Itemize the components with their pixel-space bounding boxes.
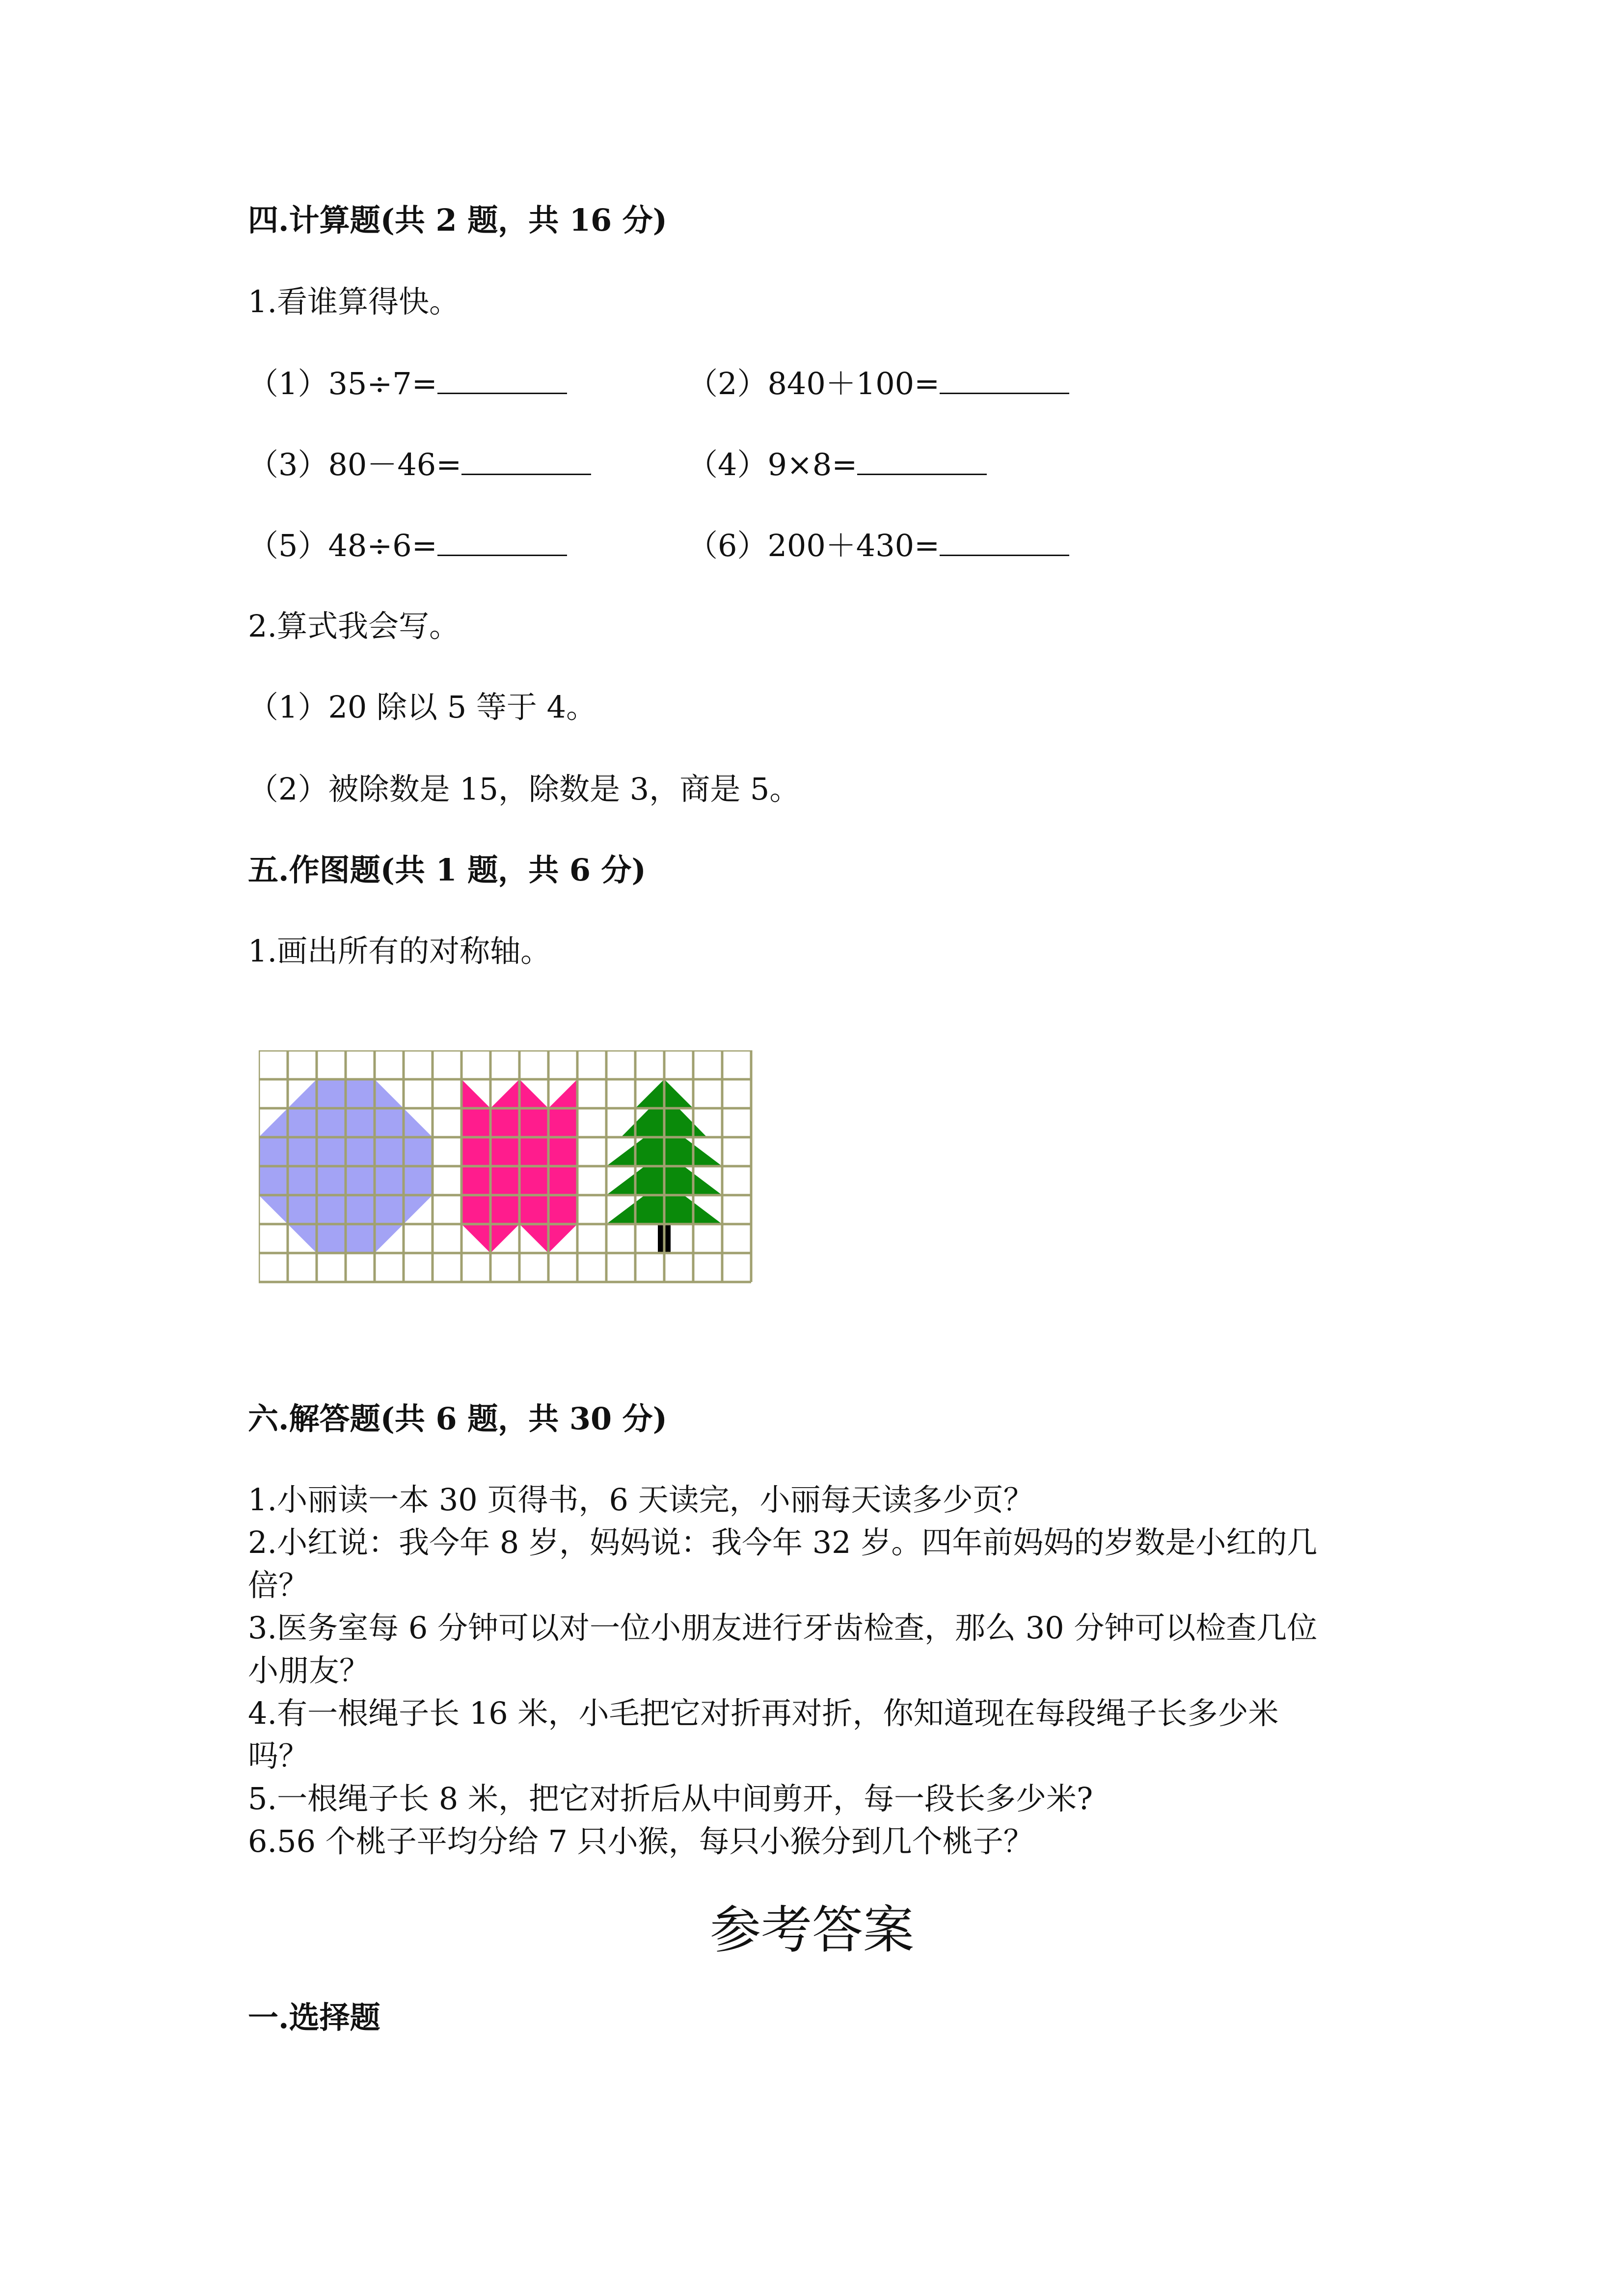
q6-line-6: 4.有一根绳子长 16 米，小毛把它对折再对折，你知道现在每段绳子长多少米 [248, 1695, 1279, 1731]
q6-line-7: 吗？ [248, 1738, 309, 1774]
calc-item-2: （2）840＋100= [687, 368, 1069, 399]
calc-item-1: （1）35÷7= [248, 368, 567, 399]
section5-heading: 五.作图题(共 1 题，共 6 分) [248, 852, 646, 888]
q6-line-9: 6.56 个桃子平均分给 7 只小猴，每只小猴分到几个桃子？ [248, 1823, 1034, 1859]
q6-line-8: 5.一根绳子长 8 米，把它对折后从中间剪开，每一段长多少米? [248, 1781, 1093, 1816]
calc-item-6: （6）200＋430= [687, 530, 1069, 561]
q4-1-title: 1.看谁算得快。 [248, 284, 460, 320]
q6-line-5: 小朋友？ [248, 1653, 370, 1688]
calc-item-3: （3）80－46= [248, 449, 591, 480]
q6-line-1: 1.小丽读一本 30 页得书，6 天读完，小丽每天读多少页？ [248, 1482, 1034, 1518]
symmetry-figure [259, 1050, 755, 1291]
answer-blank[interactable] [940, 530, 1069, 556]
section6-heading: 六.解答题(共 6 题，共 30 分) [248, 1401, 668, 1437]
answer-section1-heading: 一.选择题 [248, 2000, 380, 2035]
answer-blank[interactable] [437, 530, 567, 556]
answer-blank[interactable] [437, 368, 567, 394]
q5-1-title: 1.画出所有的对称轴。 [248, 933, 551, 969]
calc-item-4: （4）9×8= [687, 449, 987, 480]
answer-key-title: 参考答案 [709, 1900, 914, 1960]
q4-2-title: 2.算式我会写。 [248, 608, 460, 644]
q6-line-2: 2.小红说：我今年 8 岁，妈妈说：我今年 32 岁。四年前妈妈的岁数是小红的几 [248, 1524, 1318, 1560]
answer-blank[interactable] [940, 368, 1069, 394]
calc-item-5: （5）48÷6= [248, 530, 567, 561]
answer-blank[interactable] [461, 449, 591, 475]
q4-2-item-2: （2）被除数是 15，除数是 3，商是 5。 [248, 771, 800, 807]
answer-blank[interactable] [857, 449, 987, 475]
section4-heading: 四.计算题(共 2 题，共 16 分) [248, 202, 668, 238]
q6-line-3: 倍？ [248, 1567, 309, 1603]
q6-line-4: 3.医务室每 6 分钟可以对一位小朋友进行牙齿检查，那么 30 分钟可以检查几位 [248, 1610, 1318, 1646]
q4-2-item-1: （1）20 除以 5 等于 4。 [248, 689, 597, 725]
